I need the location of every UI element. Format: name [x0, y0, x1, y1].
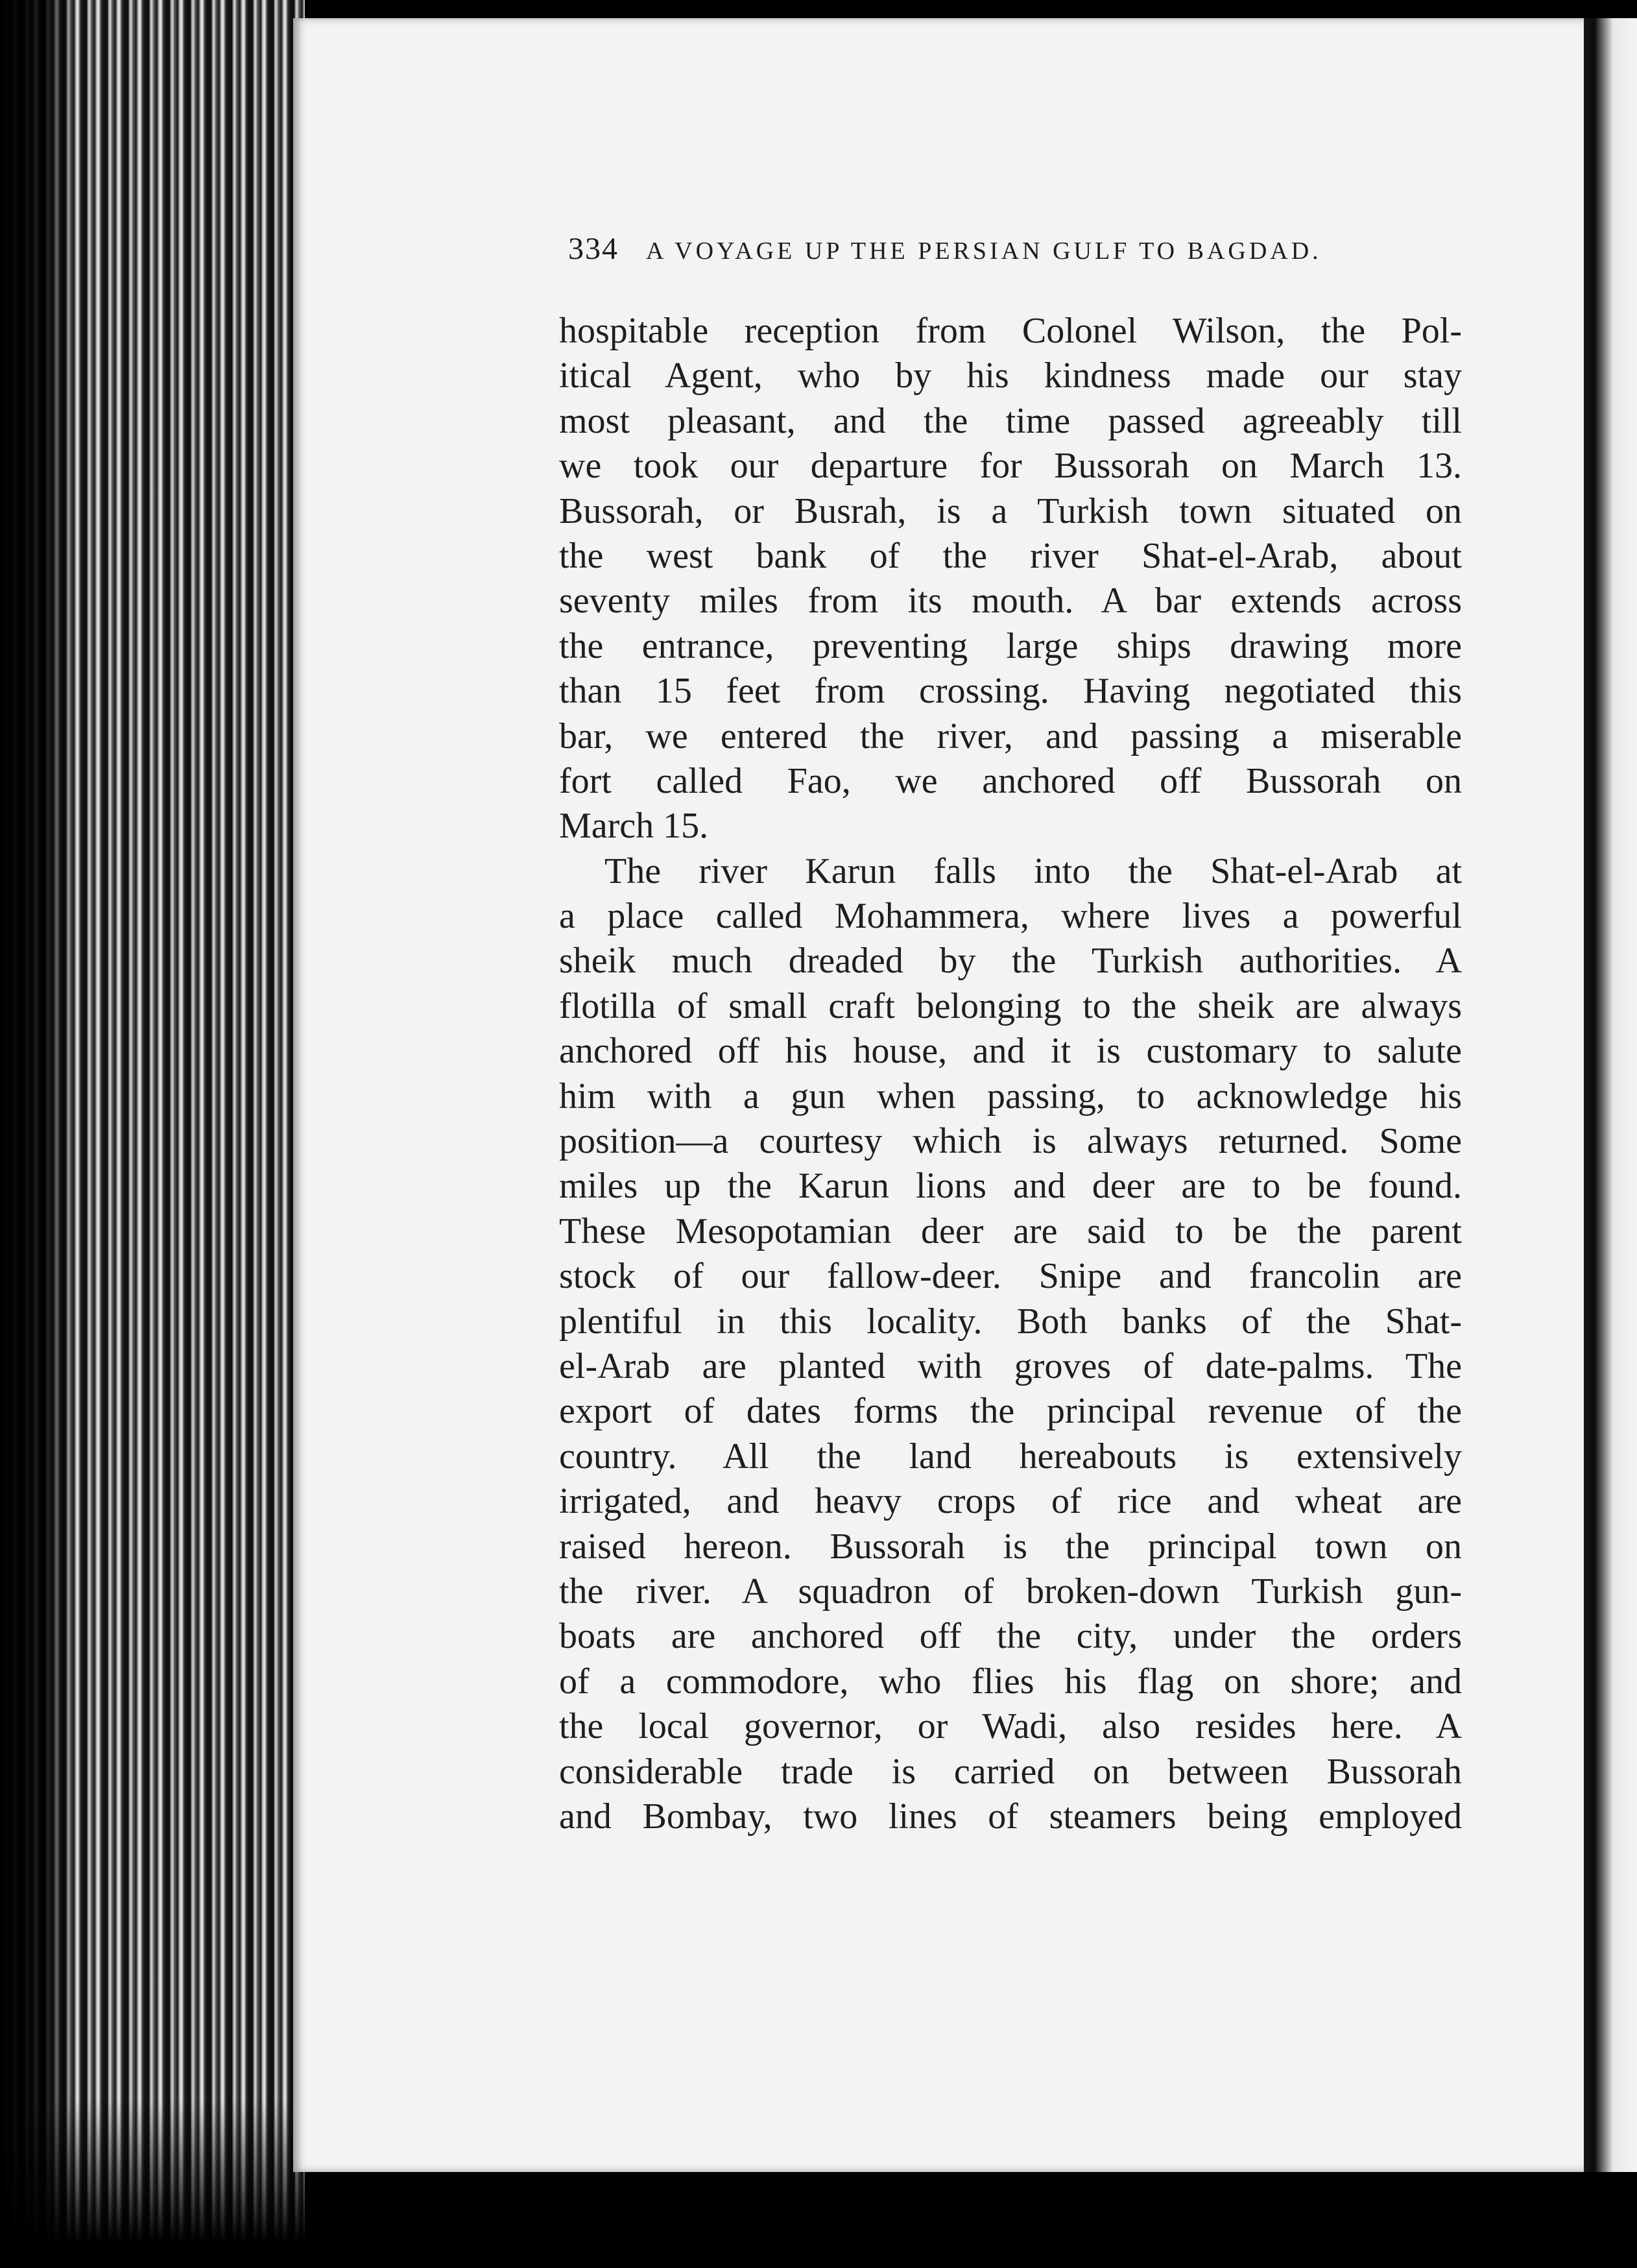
text-line: we took our departure for Bussorah on March 13. [559, 446, 1462, 487]
text-line: seventy miles from its mouth. A bar extends across [559, 581, 1462, 621]
text-line: anchored off his house, and it is customary to salute [559, 1031, 1462, 1072]
text-line: bar, we entered the river, and passing a miserable [559, 716, 1462, 756]
paragraph-start-line: The river Karun falls into the Shat-el-Arab at [604, 850, 1462, 891]
text-line: itical Agent, who by his kindness made our stay [559, 356, 1462, 396]
text-line: boats are anchored off the city, under the orders [559, 1616, 1462, 1657]
text-line: a place called Mohammera, where lives a powerful [559, 896, 1462, 937]
text-line: considerable trade is carried on between Bussorah [559, 1751, 1462, 1792]
text-line: than 15 feet from crossing. Having negotiated this [559, 671, 1462, 712]
text-line: export of dates forms the principal revenue of the [559, 1391, 1462, 1432]
text-line: stock of our fallow-deer. Snipe and francolin are [559, 1256, 1462, 1297]
facing-page-edge [1584, 18, 1637, 2172]
edge-bottom-shadow [0, 2099, 305, 2268]
text-line: hospitable reception from Colonel Wilson, the Pol- [559, 311, 1462, 351]
text-line: flotilla of small craft belonging to the sheik are always [559, 985, 1462, 1026]
text-line: the entrance, preventing large ships drawing more [559, 625, 1462, 666]
paragraph-end-line: March 15. [559, 806, 709, 847]
text-line: and Bombay, two lines of steamers being employed [559, 1796, 1462, 1837]
text-line: most pleasant, and the time passed agreeably till [559, 400, 1462, 441]
body-text [559, 309, 1462, 1839]
text-line: raised hereon. Bussorah is the principal town on [559, 1526, 1462, 1567]
text-line: fort called Fao, we anchored off Bussorah on [559, 760, 1462, 801]
text-line: of a commodore, who flies his flag on shore; and [559, 1661, 1462, 1702]
text-line: plentiful in this locality. Both banks of the Shat- [559, 1301, 1462, 1342]
text-line: el-Arab are planted with groves of date-palms. The [559, 1345, 1462, 1386]
text-line: the river. A squadron of broken-down Turkish gun- [559, 1571, 1462, 1611]
text-line: Bussorah, or Busrah, is a Turkish town situated on [559, 490, 1462, 531]
running-title: A VOYAGE UP THE PERSIAN GULF TO BAGDAD. [646, 237, 1322, 265]
text-line: irrigated, and heavy crops of rice and wheat are [559, 1481, 1462, 1522]
text-line: him with a gun when passing, to acknowledge his [559, 1076, 1462, 1116]
text-line: the west bank of the river Shat-el-Arab, about [559, 535, 1462, 576]
binding-shadow [0, 0, 78, 2268]
text-line: country. All the land hereabouts is extensively [559, 1436, 1462, 1477]
text-line: These Mesopotamian deer are said to be the parent [559, 1211, 1462, 1251]
text-line: position—a courtesy which is always returned. Some [559, 1121, 1462, 1162]
text-line: miles up the Karun lions and deer are to be found. [559, 1166, 1462, 1207]
page-header [568, 231, 1450, 276]
page-number: 334 [568, 232, 619, 266]
text-line: sheik much dreaded by the Turkish authorities. A [559, 941, 1462, 982]
text-line: the local governor, or Wadi, also resides here. A [559, 1706, 1462, 1747]
